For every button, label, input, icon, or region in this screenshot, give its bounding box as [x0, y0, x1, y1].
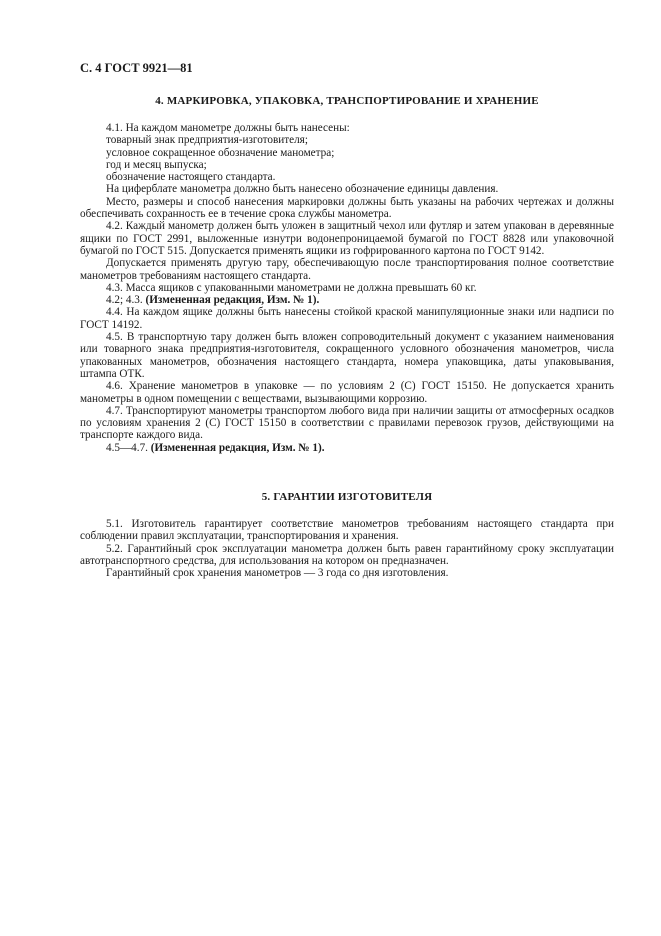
amendment-ref: 4.5—4.7.: [106, 441, 151, 454]
paragraph-marking-place: Место, размеры и способ нанесения маркировки должны быть указаны на рабочих чертежах и должны обеспечивать сохранность ее в течение срока службы манометра.: [80, 195, 614, 221]
section-5-title: 5. ГАРАНТИИ ИЗГОТОВИТЕЛЯ: [261, 491, 433, 503]
amendment-text: (Измененная редакция, Изм. № 1).: [145, 294, 320, 307]
paragraph-4-1: 4.1. На каждом манометре должны быть нанесены:: [106, 122, 350, 134]
paragraph-4-4: 4.4. На каждом ящике должны быть нанесены стойкой краской манипуляционные знаки или надписи по ГОСТ 14192.: [80, 306, 614, 331]
amendment-note-4-2-4-3: [80, 294, 614, 306]
paragraph-dial-marking: На циферблате манометра должно быть нанесено обозначение единицы давления.: [106, 183, 499, 196]
paragraph-4-6: 4.6. Хранение манометров в упаковке — по условиям 2 (С) ГОСТ 15150. Не допускается хранить манометры в одном помещении с веществами, вызывающими коррозию.: [80, 380, 614, 405]
paragraph-other-packaging: Допускается применять другую тару, обеспечивающую после транспортирования полное соответствие манометров требованиям настоящего стандарта.: [80, 257, 614, 282]
list-item-standard: обозначение настоящего стандарта.: [106, 171, 276, 184]
paragraph-4-5: 4.5. В транспортную тару должен быть вложен сопроводительный документ с указанием наименования или товарного знака предприятия-изготовителя, сокращенного условного обозначения манометров, числа упакованных манометров, обозначения настоящего стандарта, номера упаковщика, даты упаковывания, штампа ОТК.: [80, 331, 614, 380]
list-item-date: год и месяц выпуска;: [106, 158, 207, 171]
section-5-body: [80, 518, 614, 579]
amendment-note-4-5-4-7: [80, 442, 614, 454]
amendment-text: (Измененная редакция, Изм. № 1).: [150, 441, 325, 454]
paragraph-storage-warranty: Гарантийный срок хранения манометров — 3 года со дня изготовления.: [106, 567, 449, 580]
paragraph-4-2: 4.2. Каждый манометр должен быть уложен в защитный чехол или футляр и затем упакован в деревянные ящики по ГОСТ 2991, выложенные изнутри водонепроницаемой бумагой по ГОСТ 8828 или упаковочной бумагой по ГОСТ 515. Допускается применять ящики из гофрированного картона по ГОСТ 9142.: [80, 220, 614, 257]
paragraph-4-3: 4.3. Масса ящиков с упакованными манометрами не должна превышать 60 кг.: [106, 281, 477, 294]
paragraph-5-1: 5.1. Изготовитель гарантирует соответствие манометров требованиям настоящего стандарта при соблюдении правил эксплуатации, транспортирования и хранения.: [80, 518, 614, 543]
paragraph-4-7: 4.7. Транспортируют манометры транспортом любого вида при наличии защиты от атмосферных осадков по условиям хранения 2 (С) ГОСТ 15150 в соответствии с правилами перевозок грузов, действующими на транспорте каждого вида.: [80, 404, 614, 442]
list-item-trademark: товарный знак предприятия-изготовителя;: [106, 134, 308, 147]
section-4-body: [80, 122, 614, 454]
amendment-ref: 4.2; 4.3.: [106, 294, 146, 307]
list-item-designation: условное сокращенное обозначение манометра;: [106, 146, 335, 159]
section-4-title: 4. МАРКИРОВКА, УПАКОВКА, ТРАНСПОРТИРОВАНИЕ И ХРАНЕНИЕ: [155, 95, 539, 107]
page-header: С. 4 ГОСТ 9921—81: [80, 61, 193, 75]
paragraph-5-2: 5.2. Гарантийный срок эксплуатации манометра должен быть равен гарантийному сроку эксплуатации автотранспортного средства, для использования на котором он предназначен.: [80, 542, 614, 567]
